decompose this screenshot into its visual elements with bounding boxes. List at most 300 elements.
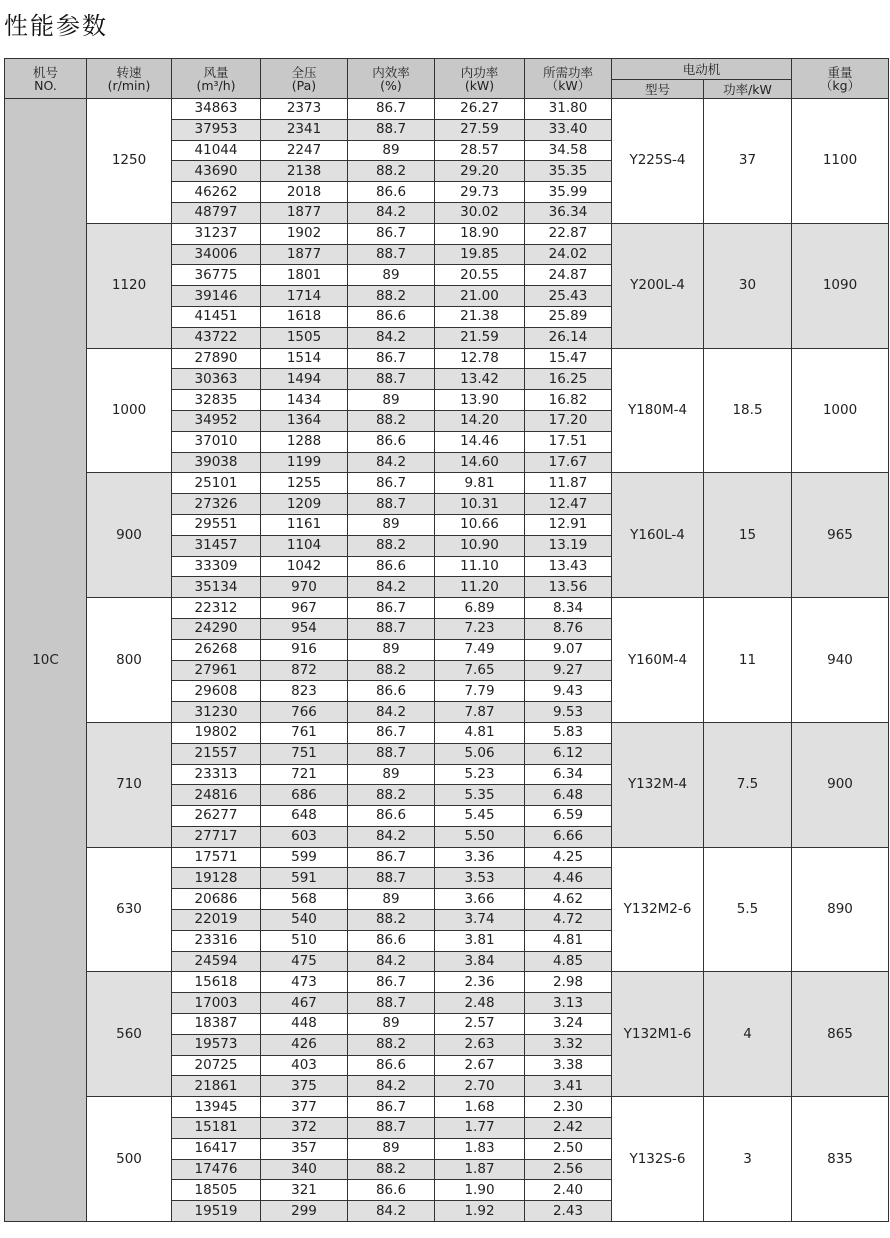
- total-pressure-cell: 1494: [261, 369, 348, 390]
- required-power-cell: 2.40: [525, 1180, 612, 1201]
- total-pressure-cell: 1618: [261, 306, 348, 327]
- efficiency-cell: 88.2: [348, 785, 435, 806]
- machine-no-cell: 10C: [5, 99, 87, 1222]
- total-pressure-cell: 967: [261, 598, 348, 619]
- air-volume-cell: 18387: [172, 1014, 261, 1035]
- air-volume-cell: 35134: [172, 577, 261, 598]
- efficiency-cell: 86.6: [348, 556, 435, 577]
- efficiency-cell: 88.2: [348, 910, 435, 931]
- required-power-cell: 4.46: [525, 868, 612, 889]
- efficiency-cell: 88.7: [348, 1118, 435, 1139]
- internal-power-cell: 11.10: [435, 556, 525, 577]
- air-volume-cell: 46262: [172, 182, 261, 203]
- internal-power-cell: 20.55: [435, 265, 525, 286]
- total-pressure-cell: 954: [261, 618, 348, 639]
- total-pressure-cell: 751: [261, 743, 348, 764]
- internal-power-cell: 14.20: [435, 410, 525, 431]
- air-volume-cell: 22312: [172, 598, 261, 619]
- weight-cell: 940: [792, 598, 889, 723]
- internal-power-cell: 21.00: [435, 286, 525, 307]
- total-pressure-cell: 340: [261, 1159, 348, 1180]
- required-power-cell: 2.50: [525, 1138, 612, 1159]
- required-power-cell: 5.83: [525, 722, 612, 743]
- header-weight: 重量 （kg）: [792, 59, 889, 99]
- air-volume-cell: 30363: [172, 369, 261, 390]
- internal-power-cell: 2.36: [435, 972, 525, 993]
- header-motor-model: 型号: [612, 80, 704, 99]
- required-power-cell: 12.47: [525, 494, 612, 515]
- header-internal-efficiency: 内效率 (%): [348, 59, 435, 99]
- air-volume-cell: 27961: [172, 660, 261, 681]
- internal-power-cell: 7.65: [435, 660, 525, 681]
- efficiency-cell: 88.7: [348, 369, 435, 390]
- air-volume-cell: 19128: [172, 868, 261, 889]
- required-power-cell: 6.48: [525, 785, 612, 806]
- weight-cell: 1100: [792, 99, 889, 224]
- header-motor: 电动机: [612, 59, 792, 80]
- internal-power-cell: 19.85: [435, 244, 525, 265]
- required-power-cell: 6.66: [525, 826, 612, 847]
- total-pressure-cell: 1505: [261, 327, 348, 348]
- efficiency-cell: 86.7: [348, 223, 435, 244]
- required-power-cell: 11.87: [525, 473, 612, 494]
- efficiency-cell: 88.2: [348, 660, 435, 681]
- required-power-cell: 9.27: [525, 660, 612, 681]
- internal-power-cell: 6.89: [435, 598, 525, 619]
- speed-cell: 500: [87, 1097, 172, 1222]
- efficiency-cell: 89: [348, 140, 435, 161]
- air-volume-cell: 15618: [172, 972, 261, 993]
- required-power-cell: 2.42: [525, 1118, 612, 1139]
- page-title: 性能参数: [4, 12, 108, 40]
- table-row: [5, 99, 889, 120]
- motor-power-cell: 18.5: [704, 348, 792, 473]
- air-volume-cell: 34863: [172, 99, 261, 120]
- total-pressure-cell: 916: [261, 639, 348, 660]
- required-power-cell: 2.30: [525, 1097, 612, 1118]
- required-power-cell: 17.20: [525, 410, 612, 431]
- required-power-cell: 2.56: [525, 1159, 612, 1180]
- air-volume-cell: 27326: [172, 494, 261, 515]
- total-pressure-cell: 1199: [261, 452, 348, 473]
- air-volume-cell: 17003: [172, 993, 261, 1014]
- speed-cell: 630: [87, 847, 172, 972]
- speed-cell: 1250: [87, 99, 172, 224]
- required-power-cell: 34.58: [525, 140, 612, 161]
- total-pressure-cell: 1714: [261, 286, 348, 307]
- speed-cell: 560: [87, 972, 172, 1097]
- total-pressure-cell: 426: [261, 1034, 348, 1055]
- efficiency-cell: 84.2: [348, 951, 435, 972]
- motor-power-cell: 5.5: [704, 847, 792, 972]
- efficiency-cell: 86.7: [348, 473, 435, 494]
- internal-power-cell: 13.90: [435, 390, 525, 411]
- motor-power-cell: 15: [704, 473, 792, 598]
- motor-model-cell: Y132M1-6: [612, 972, 704, 1097]
- internal-power-cell: 2.63: [435, 1034, 525, 1055]
- required-power-cell: 6.34: [525, 764, 612, 785]
- required-power-cell: 22.87: [525, 223, 612, 244]
- air-volume-cell: 19519: [172, 1201, 261, 1222]
- internal-power-cell: 5.23: [435, 764, 525, 785]
- required-power-cell: 13.19: [525, 535, 612, 556]
- total-pressure-cell: 2138: [261, 161, 348, 182]
- header-required-power: 所需功率 （kW）: [525, 59, 612, 99]
- total-pressure-cell: 872: [261, 660, 348, 681]
- internal-power-cell: 3.74: [435, 910, 525, 931]
- efficiency-cell: 88.2: [348, 535, 435, 556]
- motor-model-cell: Y132M2-6: [612, 847, 704, 972]
- table-row: [5, 847, 889, 868]
- required-power-cell: 13.43: [525, 556, 612, 577]
- efficiency-cell: 88.7: [348, 743, 435, 764]
- air-volume-cell: 21861: [172, 1076, 261, 1097]
- total-pressure-cell: 1902: [261, 223, 348, 244]
- total-pressure-cell: 299: [261, 1201, 348, 1222]
- air-volume-cell: 27890: [172, 348, 261, 369]
- internal-power-cell: 3.84: [435, 951, 525, 972]
- header-air-volume: 风量 (m³/h): [172, 59, 261, 99]
- total-pressure-cell: 1434: [261, 390, 348, 411]
- air-volume-cell: 21557: [172, 743, 261, 764]
- total-pressure-cell: 766: [261, 702, 348, 723]
- motor-power-cell: 7.5: [704, 722, 792, 847]
- total-pressure-cell: 1209: [261, 494, 348, 515]
- speed-cell: 800: [87, 598, 172, 723]
- efficiency-cell: 88.7: [348, 244, 435, 265]
- efficiency-cell: 86.7: [348, 348, 435, 369]
- air-volume-cell: 31237: [172, 223, 261, 244]
- required-power-cell: 3.41: [525, 1076, 612, 1097]
- required-power-cell: 24.02: [525, 244, 612, 265]
- air-volume-cell: 17476: [172, 1159, 261, 1180]
- total-pressure-cell: 568: [261, 889, 348, 910]
- internal-power-cell: 18.90: [435, 223, 525, 244]
- efficiency-cell: 88.7: [348, 618, 435, 639]
- required-power-cell: 4.85: [525, 951, 612, 972]
- total-pressure-cell: 375: [261, 1076, 348, 1097]
- internal-power-cell: 7.23: [435, 618, 525, 639]
- air-volume-cell: 20686: [172, 889, 261, 910]
- motor-power-cell: 37: [704, 99, 792, 224]
- air-volume-cell: 24290: [172, 618, 261, 639]
- internal-power-cell: 5.35: [435, 785, 525, 806]
- efficiency-cell: 84.2: [348, 577, 435, 598]
- air-volume-cell: 34006: [172, 244, 261, 265]
- efficiency-cell: 89: [348, 1138, 435, 1159]
- weight-cell: 865: [792, 972, 889, 1097]
- motor-model-cell: Y200L-4: [612, 223, 704, 348]
- weight-cell: 1090: [792, 223, 889, 348]
- required-power-cell: 2.98: [525, 972, 612, 993]
- efficiency-cell: 84.2: [348, 702, 435, 723]
- air-volume-cell: 18505: [172, 1180, 261, 1201]
- required-power-cell: 36.34: [525, 202, 612, 223]
- total-pressure-cell: 448: [261, 1014, 348, 1035]
- internal-power-cell: 27.59: [435, 119, 525, 140]
- air-volume-cell: 27717: [172, 826, 261, 847]
- required-power-cell: 8.34: [525, 598, 612, 619]
- total-pressure-cell: 1104: [261, 535, 348, 556]
- efficiency-cell: 89: [348, 390, 435, 411]
- air-volume-cell: 31457: [172, 535, 261, 556]
- weight-cell: 835: [792, 1097, 889, 1222]
- air-volume-cell: 48797: [172, 202, 261, 223]
- total-pressure-cell: 686: [261, 785, 348, 806]
- motor-model-cell: Y180M-4: [612, 348, 704, 473]
- internal-power-cell: 1.83: [435, 1138, 525, 1159]
- total-pressure-cell: 473: [261, 972, 348, 993]
- total-pressure-cell: 2247: [261, 140, 348, 161]
- required-power-cell: 3.32: [525, 1034, 612, 1055]
- air-volume-cell: 26277: [172, 806, 261, 827]
- air-volume-cell: 20725: [172, 1055, 261, 1076]
- efficiency-cell: 89: [348, 1014, 435, 1035]
- air-volume-cell: 13945: [172, 1097, 261, 1118]
- efficiency-cell: 89: [348, 889, 435, 910]
- efficiency-cell: 86.7: [348, 598, 435, 619]
- efficiency-cell: 84.2: [348, 202, 435, 223]
- required-power-cell: 6.59: [525, 806, 612, 827]
- motor-model-cell: Y160M-4: [612, 598, 704, 723]
- efficiency-cell: 84.2: [348, 1076, 435, 1097]
- speed-cell: 900: [87, 473, 172, 598]
- air-volume-cell: 43690: [172, 161, 261, 182]
- air-volume-cell: 39038: [172, 452, 261, 473]
- internal-power-cell: 29.73: [435, 182, 525, 203]
- header-total-pressure: 全压 (Pa): [261, 59, 348, 99]
- total-pressure-cell: 467: [261, 993, 348, 1014]
- internal-power-cell: 3.36: [435, 847, 525, 868]
- required-power-cell: 24.87: [525, 265, 612, 286]
- efficiency-cell: 88.2: [348, 410, 435, 431]
- air-volume-cell: 37953: [172, 119, 261, 140]
- internal-power-cell: 2.70: [435, 1076, 525, 1097]
- internal-power-cell: 2.67: [435, 1055, 525, 1076]
- air-volume-cell: 34952: [172, 410, 261, 431]
- total-pressure-cell: 970: [261, 577, 348, 598]
- table-row: [5, 348, 889, 369]
- required-power-cell: 4.81: [525, 930, 612, 951]
- internal-power-cell: 1.87: [435, 1159, 525, 1180]
- required-power-cell: 35.99: [525, 182, 612, 203]
- efficiency-cell: 86.7: [348, 972, 435, 993]
- total-pressure-cell: 648: [261, 806, 348, 827]
- internal-power-cell: 30.02: [435, 202, 525, 223]
- table-row: [5, 223, 889, 244]
- required-power-cell: 3.13: [525, 993, 612, 1014]
- efficiency-cell: 86.7: [348, 1097, 435, 1118]
- efficiency-cell: 86.6: [348, 306, 435, 327]
- required-power-cell: 16.82: [525, 390, 612, 411]
- efficiency-cell: 86.6: [348, 930, 435, 951]
- header-speed: 转速 (r/min): [87, 59, 172, 99]
- weight-cell: 1000: [792, 348, 889, 473]
- total-pressure-cell: 1877: [261, 202, 348, 223]
- table-body: [5, 99, 889, 1222]
- header-internal-power: 内功率 (kW): [435, 59, 525, 99]
- total-pressure-cell: 761: [261, 722, 348, 743]
- weight-cell: 900: [792, 722, 889, 847]
- internal-power-cell: 10.90: [435, 535, 525, 556]
- table-row: [5, 1097, 889, 1118]
- required-power-cell: 2.43: [525, 1201, 612, 1222]
- internal-power-cell: 4.81: [435, 722, 525, 743]
- required-power-cell: 4.62: [525, 889, 612, 910]
- internal-power-cell: 21.38: [435, 306, 525, 327]
- efficiency-cell: 86.7: [348, 99, 435, 120]
- speed-cell: 1120: [87, 223, 172, 348]
- internal-power-cell: 29.20: [435, 161, 525, 182]
- air-volume-cell: 17571: [172, 847, 261, 868]
- total-pressure-cell: 357: [261, 1138, 348, 1159]
- internal-power-cell: 11.20: [435, 577, 525, 598]
- total-pressure-cell: 823: [261, 681, 348, 702]
- internal-power-cell: 1.68: [435, 1097, 525, 1118]
- total-pressure-cell: 475: [261, 951, 348, 972]
- efficiency-cell: 86.7: [348, 847, 435, 868]
- efficiency-cell: 84.2: [348, 452, 435, 473]
- air-volume-cell: 19573: [172, 1034, 261, 1055]
- speed-cell: 1000: [87, 348, 172, 473]
- air-volume-cell: 19802: [172, 722, 261, 743]
- required-power-cell: 6.12: [525, 743, 612, 764]
- table-row: [5, 722, 889, 743]
- motor-model-cell: Y225S-4: [612, 99, 704, 224]
- internal-power-cell: 14.46: [435, 431, 525, 452]
- air-volume-cell: 37010: [172, 431, 261, 452]
- total-pressure-cell: 1161: [261, 514, 348, 535]
- air-volume-cell: 16417: [172, 1138, 261, 1159]
- total-pressure-cell: 2341: [261, 119, 348, 140]
- weight-cell: 965: [792, 473, 889, 598]
- internal-power-cell: 13.42: [435, 369, 525, 390]
- total-pressure-cell: 321: [261, 1180, 348, 1201]
- efficiency-cell: 88.7: [348, 494, 435, 515]
- air-volume-cell: 41451: [172, 306, 261, 327]
- air-volume-cell: 23316: [172, 930, 261, 951]
- motor-model-cell: Y160L-4: [612, 473, 704, 598]
- required-power-cell: 13.56: [525, 577, 612, 598]
- internal-power-cell: 1.90: [435, 1180, 525, 1201]
- air-volume-cell: 33309: [172, 556, 261, 577]
- total-pressure-cell: 1514: [261, 348, 348, 369]
- table-row: [5, 972, 889, 993]
- air-volume-cell: 29608: [172, 681, 261, 702]
- efficiency-cell: 84.2: [348, 327, 435, 348]
- internal-power-cell: 2.57: [435, 1014, 525, 1035]
- internal-power-cell: 5.06: [435, 743, 525, 764]
- internal-power-cell: 26.27: [435, 99, 525, 120]
- total-pressure-cell: 1255: [261, 473, 348, 494]
- internal-power-cell: 7.49: [435, 639, 525, 660]
- total-pressure-cell: 591: [261, 868, 348, 889]
- total-pressure-cell: 2373: [261, 99, 348, 120]
- total-pressure-cell: 1877: [261, 244, 348, 265]
- required-power-cell: 9.53: [525, 702, 612, 723]
- air-volume-cell: 29551: [172, 514, 261, 535]
- header-machine-no: 机号 NO.: [5, 59, 87, 99]
- efficiency-cell: 86.6: [348, 431, 435, 452]
- total-pressure-cell: 2018: [261, 182, 348, 203]
- required-power-cell: 17.67: [525, 452, 612, 473]
- required-power-cell: 33.40: [525, 119, 612, 140]
- air-volume-cell: 22019: [172, 910, 261, 931]
- table-row: [5, 473, 889, 494]
- total-pressure-cell: 1042: [261, 556, 348, 577]
- efficiency-cell: 89: [348, 514, 435, 535]
- required-power-cell: 3.38: [525, 1055, 612, 1076]
- air-volume-cell: 39146: [172, 286, 261, 307]
- internal-power-cell: 10.31: [435, 494, 525, 515]
- required-power-cell: 16.25: [525, 369, 612, 390]
- air-volume-cell: 32835: [172, 390, 261, 411]
- efficiency-cell: 88.2: [348, 161, 435, 182]
- air-volume-cell: 24816: [172, 785, 261, 806]
- internal-power-cell: 7.79: [435, 681, 525, 702]
- motor-model-cell: Y132M-4: [612, 722, 704, 847]
- internal-power-cell: 28.57: [435, 140, 525, 161]
- air-volume-cell: 36775: [172, 265, 261, 286]
- required-power-cell: 17.51: [525, 431, 612, 452]
- total-pressure-cell: 599: [261, 847, 348, 868]
- required-power-cell: 4.72: [525, 910, 612, 931]
- internal-power-cell: 3.53: [435, 868, 525, 889]
- air-volume-cell: 23313: [172, 764, 261, 785]
- total-pressure-cell: 377: [261, 1097, 348, 1118]
- required-power-cell: 4.25: [525, 847, 612, 868]
- efficiency-cell: 86.6: [348, 1180, 435, 1201]
- efficiency-cell: 88.2: [348, 1159, 435, 1180]
- internal-power-cell: 5.45: [435, 806, 525, 827]
- internal-power-cell: 9.81: [435, 473, 525, 494]
- efficiency-cell: 88.7: [348, 993, 435, 1014]
- table-row: [5, 598, 889, 619]
- internal-power-cell: 21.59: [435, 327, 525, 348]
- efficiency-cell: 88.7: [348, 119, 435, 140]
- air-volume-cell: 25101: [172, 473, 261, 494]
- total-pressure-cell: 372: [261, 1118, 348, 1139]
- efficiency-cell: 89: [348, 639, 435, 660]
- weight-cell: 890: [792, 847, 889, 972]
- efficiency-cell: 86.6: [348, 1055, 435, 1076]
- total-pressure-cell: 540: [261, 910, 348, 931]
- efficiency-cell: 88.2: [348, 286, 435, 307]
- efficiency-cell: 88.2: [348, 1034, 435, 1055]
- internal-power-cell: 2.48: [435, 993, 525, 1014]
- internal-power-cell: 1.77: [435, 1118, 525, 1139]
- speed-cell: 710: [87, 722, 172, 847]
- efficiency-cell: 86.6: [348, 182, 435, 203]
- internal-power-cell: 1.92: [435, 1201, 525, 1222]
- air-volume-cell: 24594: [172, 951, 261, 972]
- air-volume-cell: 15181: [172, 1118, 261, 1139]
- internal-power-cell: 3.66: [435, 889, 525, 910]
- air-volume-cell: 31230: [172, 702, 261, 723]
- required-power-cell: 25.43: [525, 286, 612, 307]
- required-power-cell: 12.91: [525, 514, 612, 535]
- required-power-cell: 25.89: [525, 306, 612, 327]
- motor-power-cell: 3: [704, 1097, 792, 1222]
- required-power-cell: 8.76: [525, 618, 612, 639]
- total-pressure-cell: 1364: [261, 410, 348, 431]
- performance-table: [4, 58, 889, 1222]
- efficiency-cell: 84.2: [348, 826, 435, 847]
- air-volume-cell: 43722: [172, 327, 261, 348]
- total-pressure-cell: 1801: [261, 265, 348, 286]
- motor-power-cell: 30: [704, 223, 792, 348]
- efficiency-cell: 84.2: [348, 1201, 435, 1222]
